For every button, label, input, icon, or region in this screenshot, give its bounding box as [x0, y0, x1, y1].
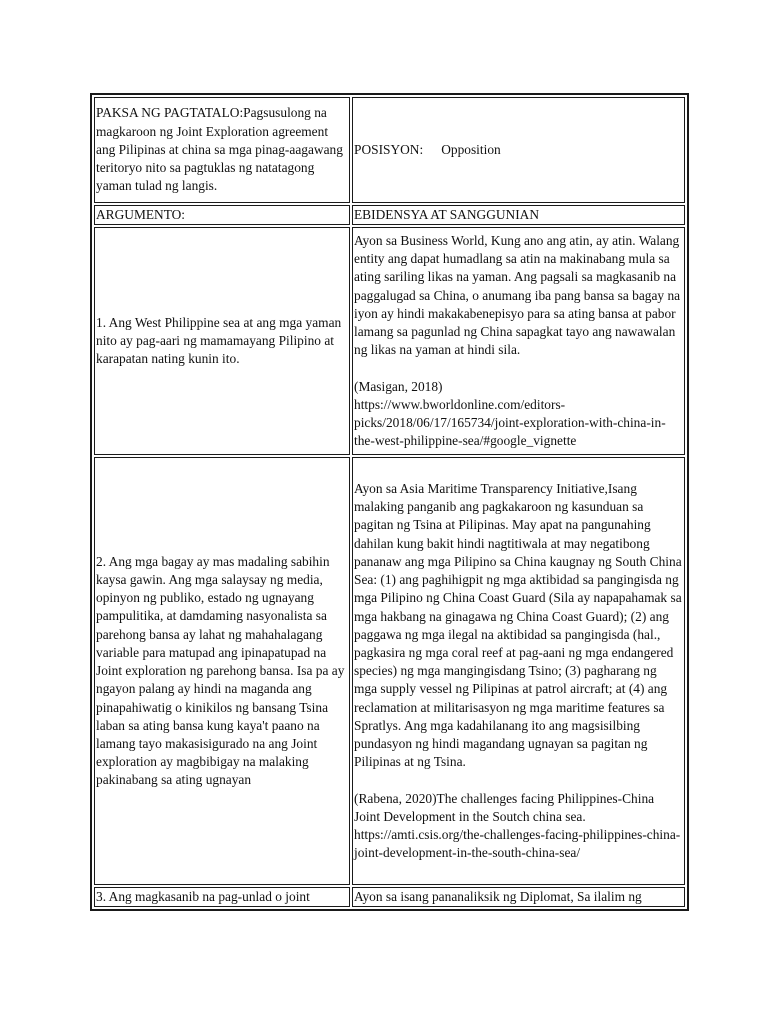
header-evidence: EBIDENSYA AT SANGGUNIAN: [352, 205, 685, 225]
position-label: POSISYON:: [354, 141, 424, 157]
citation-text: (Rabena, 2020)The challenges facing Philippines-China Joint Development in the Soutch china sea.: [354, 790, 655, 824]
citation-text: (Masigan, 2018): [354, 378, 443, 394]
topic-cell: PAKSA NG PAGTATALO:Pagsusulong na magkaroon ng Joint Exploration agreement ang Pilipinas at china sa mga pinag-aagawang teritoryo nito sa pagtuklas ng natatagong yaman tulad ng langis.: [94, 97, 350, 203]
source-link[interactable]: https://amti.csis.org/the-challenges-facing-philippines-china-joint-development-in-the-south-china-sea/: [354, 826, 681, 861]
table-row: [94, 887, 685, 907]
evidence-cell: [352, 457, 685, 885]
evidence-text: Ayon sa Business World, Kung ano ang atin, ay atin. Walang entity ang dapat humadlang sa atin na makinabang mula sa ating sariling likas na yaman. Ang pagsali sa magkasanib na paggalugad sa China, o anumang iba pang bansa sa bagay na iyon ay hindi makakabenepisyo para sa ating bansa at pabor lamang sa pagunlad ng China sapagkat tayo ang nawawalan ng likas na yaman at hindi sila.: [354, 233, 681, 358]
header-argument: ARGUMENTO:: [94, 205, 350, 225]
position-cell: [352, 97, 685, 203]
argument-cell: 1. Ang West Philippine sea at ang mga yaman nito ay pag-aari ng mamamayang Pilipino at karapatan nating kunin ito.: [94, 227, 350, 455]
argument-cell: 3. Ang magkasanib na pag-unlad o joint: [94, 887, 350, 907]
evidence-cell: Ayon sa isang pananaliksik ng Diplomat, Sa ilalim ng: [352, 887, 685, 907]
position-value: Opposition: [441, 141, 501, 157]
source-link[interactable]: https://www.bworldonline.com/editors-picks/2018/06/17/165734/joint-exploration-with-china-in-the-west-philippine-sea/#google_vignette: [354, 396, 666, 449]
table-row: [94, 457, 685, 885]
debate-table: [90, 93, 689, 911]
table-row: [94, 97, 685, 203]
argument-cell: 2. Ang mga bagay ay mas madaling sabihin kaysa gawin. Ang mga salaysay ng media, opinyon ng publiko, estado ng ugnayang pampulitika, at damdaming nasyonalista sa parehong bansa ay lahat ng mahahalagang variable para matupad ang ipinapatupad na Joint exploration ng parehong bansa. Isa pa ay ngayon palang ay hindi na maganda ang pinapahiwatig o kinikilos ng bansang Tsina laban sa ating bansa kung kaya't paano na lamang tayo makasisigurado na ang Joint exploration ay magbibigay na malaking pakinabang sa ating ugnayan: [94, 457, 350, 885]
table-row: [94, 227, 685, 455]
evidence-text: Ayon sa Asia Maritime Transparency Initiative,Isang malaking panganib ang pagkakaroon ng kasunduan sa pagitan ng Tsina at Pilipinas. May apat na pangunahing dahilan kung bakit hindi nagtitiwala at may negatibong pananaw ang mga Pilipino sa China kaugnay ng South China Sea: (1) ang paghihigpit ng mga aktibidad sa pangingisda ng mga Pilipino ng China Coast Guard (Sila ay napapahamak sa mga hakbang na ginagawa ng China Coast Guard); (2) ang paggawa ng mga ilegal na aktibidad sa pangingisda (hal., pagkasira ng mga coral reef at pag-aani ng mga endangered species) ng mga mangingisdang Tsino; (3) pagharang ng mga supply vessel ng Pilipinas at patrol aircraft; at (4) ang reclamation at militarisasyon ng mga maritime features sa Spratlys. Ang mga kadahilanang ito ang magsisilbing pundasyon ng hindi magandang ugnayan sa pagitan ng Pilipinas at ng Tsina.: [354, 481, 682, 770]
evidence-cell: [352, 227, 685, 455]
table-row: [94, 205, 685, 225]
